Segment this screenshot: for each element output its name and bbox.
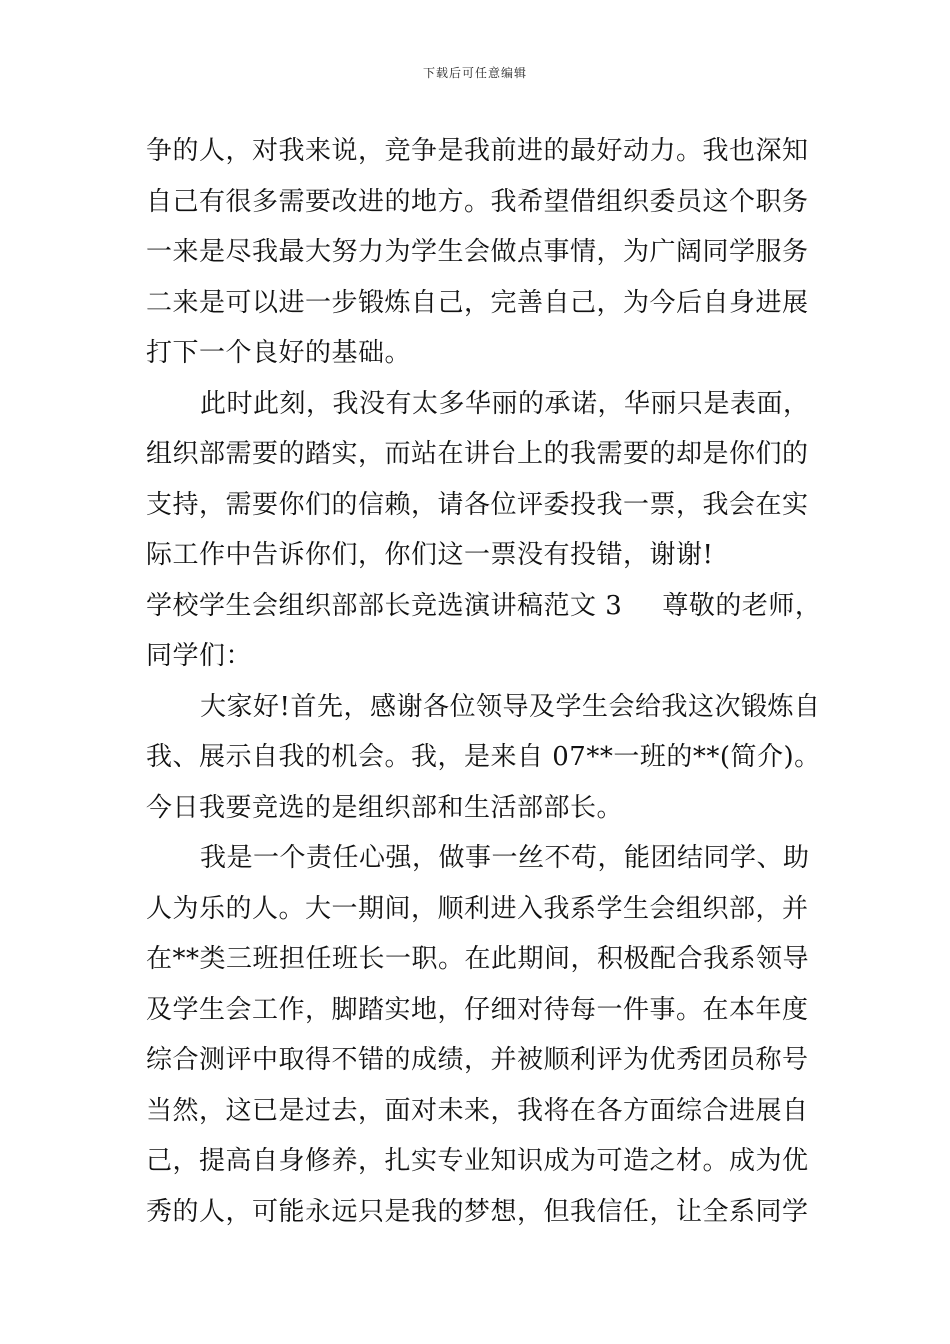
document-body [146,126,822,1237]
text-line: 己，提高自身修养，扎实专业知识成为可造之材。成为优 [146,1146,809,1176]
salutation-line: 同学们： [146,641,253,671]
text-line: 二来是可以进一步锻炼自己，完善自己，为今后自身进展 [146,287,809,318]
section-title: 学校学生会组织部部长竞选演讲稿范文 3 [146,590,623,621]
text-line: 秀的人，可能永远只是我的梦想，但我信任，让全系同学 [146,1196,809,1227]
paragraph-start-line: 大家好!首先，感谢各位领导及学生会给我这次锻炼自 [200,691,821,722]
text-line: 自己有很多需要改进的地方。我希望借组织委员这个职务 [146,186,809,217]
text-line: 际工作中告诉你们，你们这一票没有投错，谢谢! [146,540,714,570]
section-title-line [146,581,822,632]
text-line: 在**类三班担任班长一职。在此期间，积极配合我系领导 [146,944,810,974]
text-line: 及学生会工作，脚踏实地，仔细对待每一件事。在本年度 [146,994,809,1025]
paragraph-start-line: 此时此刻，我没有太多华丽的承诺，华丽只是表面， [200,388,810,419]
text-line: 人为乐的人。大一期间，顺利进入我系学生会组织部，并 [146,893,809,924]
text-line: 支持，需要你们的信赖，请各位评委投我一票，我会在实 [146,489,809,520]
page-header: 下载后可任意编辑 [422,66,527,80]
paragraph-start-line: 我是一个责任心强，做事一丝不苟，能团结同学、助 [200,843,810,873]
text-line: 综合测评中取得不错的成绩，并被顺利评为优秀团员称号 [146,1045,809,1075]
text-line: 今日我要竞选的是组织部和生活部部长。 [146,792,624,823]
text-line: 打下一个良好的基础。 [146,338,412,368]
text-line: 我、展示自我的机会。我，是来自 07**一班的**(简介)。 [146,742,821,772]
salutation-start: 尊敬的老师， [662,590,822,621]
text-line: 组织部需要的踏实，而站在讲台上的我需要的却是你们的 [146,439,809,469]
text-line: 一来是尽我最大努力为学生会做点事情，为广阔同学服务 [146,237,809,267]
text-line: 当然，这已是过去，面对未来，我将在各方面综合进展自 [146,1095,809,1126]
text-line: 争的人，对我来说，竞争是我前进的最好动力。我也深知 [146,136,809,166]
